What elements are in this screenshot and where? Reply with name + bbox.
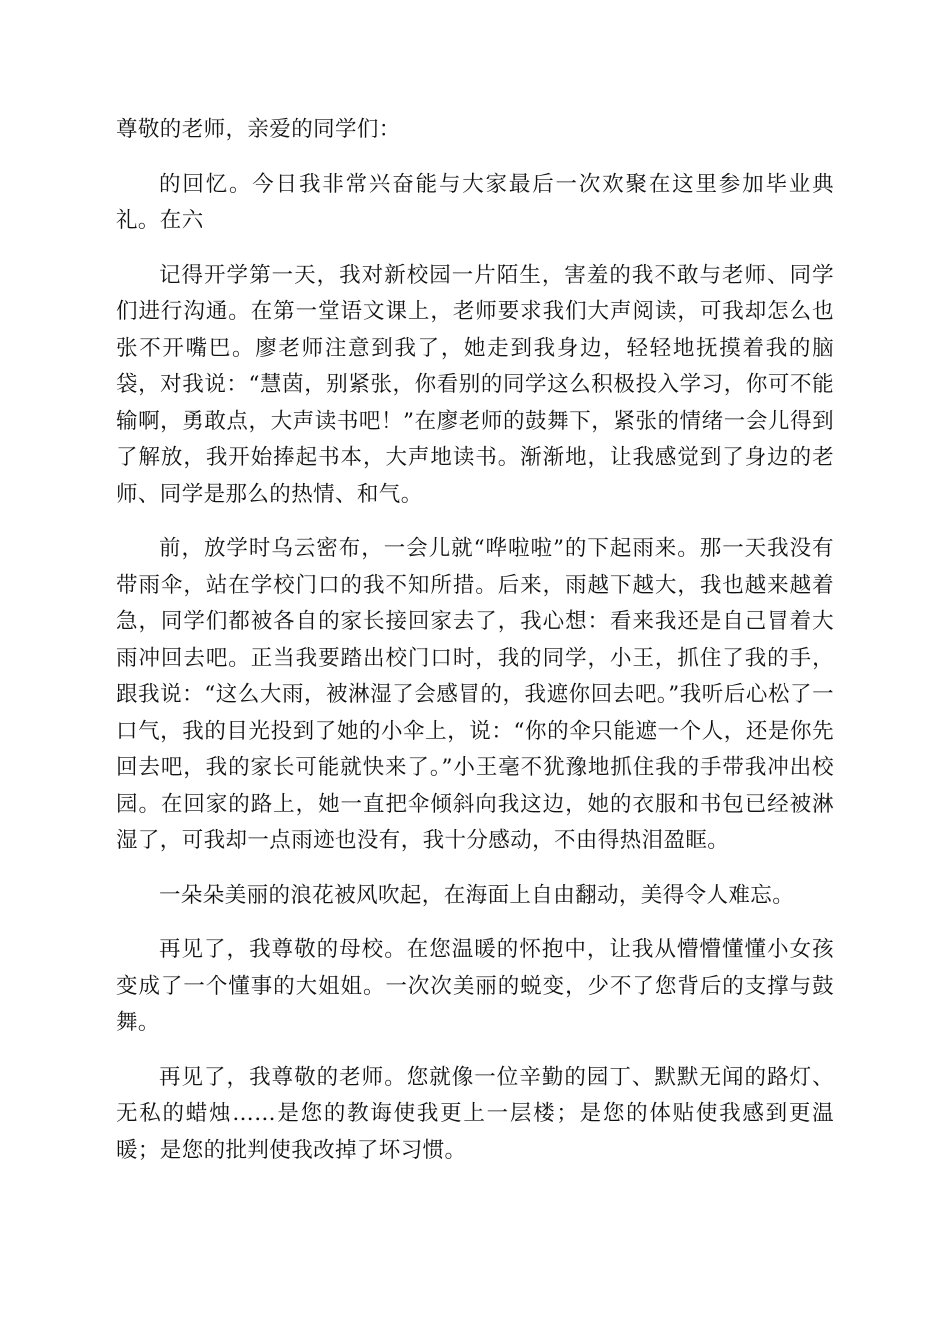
paragraph-2: 记得开学第一天，我对新校园一片陌生，害羞的我不敢与老师、同学们进行沟通。在第一堂语文课上，老师要求我们大声阅读，可我却怎么也张不开嘴巴。廖老师注意到我了，她走到我身边，轻轻地抚摸着我的脑袋，对我说：“慧茵，别紧张，你看别的同学这么积极投入学习，你可不能输啊，勇敢点，大声读书吧！”在廖老师的鼓舞下，紧张的情绪一会儿得到了解放，我开始捧起书本，大声地读书。渐渐地，让我感觉到了身边的老师、同学是那么的热情、和气。 bbox=[116, 262, 834, 507]
paragraph-1: 的回忆。今日我非常兴奋能与大家最后一次欢聚在这里参加毕业典礼。在六 bbox=[116, 171, 834, 233]
paragraph-3: 前，放学时乌云密布，一会儿就“哗啦啦”的下起雨来。那一天我没有带雨伞，站在学校门口的我不知所措。后来，雨越下越大，我也越来越着急，同学们都被各自的家长接回家去了，我心想：看来我还是自己冒着大雨冲回去吧。正当我要踏出校门口时，我的同学，小王，抓住了我的手，跟我说：“这么大雨，被淋湿了会感冒的，我遮你回去吧。”我听后心松了一口气，我的目光投到了她的小伞上，说：“你的伞只能遮一个人，还是你先回去吧，我的家长可能就快来了。”小王毫不犹豫地抓住我的手带我冲出校园。在回家的路上，她一直把伞倾斜向我这边，她的衣服和书包已经被淋湿了，可我却一点雨迹也没有，我十分感动，不由得热泪盈眶。 bbox=[116, 536, 834, 853]
document-page bbox=[116, 112, 834, 1169]
paragraph-5: 再见了，我尊敬的母校。在您温暖的怀抱中，让我从懵懵懂懂小女孩变成了一个懂事的大姐姐。一次次美丽的蜕变，少不了您背后的支撑与鼓舞。 bbox=[116, 937, 834, 1035]
salutation: 尊敬的老师，亲爱的同学们： bbox=[116, 117, 401, 142]
paragraph-4: 一朵朵美丽的浪花被风吹起，在海面上自由翻动，美得令人难忘。 bbox=[159, 882, 795, 908]
paragraph-6: 再见了，我尊敬的老师。您就像一位辛勤的园丁、默默无闻的路灯、无私的蜡烛……是您的教诲使我更上一层楼；是您的体贴使我感到更温暖；是您的批判使我改掉了坏习惯。 bbox=[116, 1064, 834, 1163]
